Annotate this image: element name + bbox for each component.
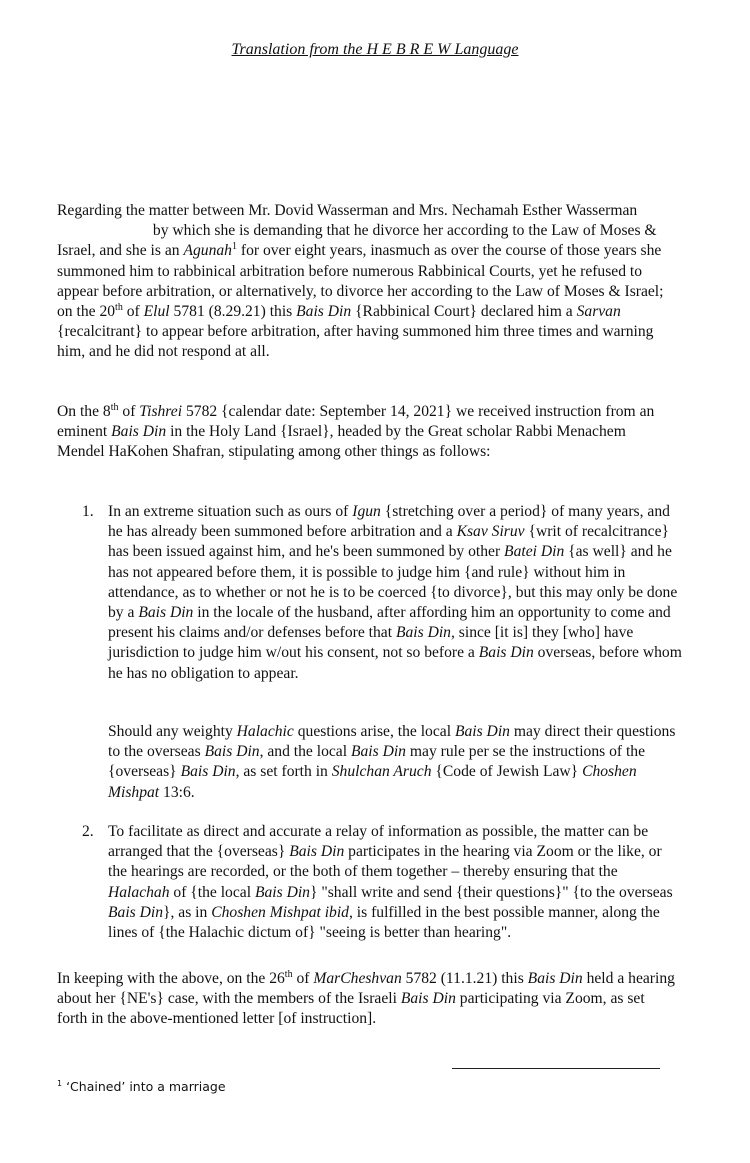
- term-ksav-siruv: Ksav Siruv: [456, 523, 525, 541]
- item1-text: {writ of recalcitrance} has been issued against him, and he's been summoned by other: [108, 523, 669, 561]
- paragraph-1: [57, 201, 677, 363]
- item1-text: {stretching over a period} of many years, and he has already been summoned before arbitration and a: [108, 503, 670, 541]
- p1-text-c: for over eight years, inasmuch as over the course of those years she summoned him to rabbinical arbitration before numerous Rabbinical Courts, yet he refused to appear before arbitration, or alternatively, to divorce her according to the Law of Moses & Israel; on the 20: [57, 242, 664, 321]
- item1b-text: may rule per se the instructions of the {overseas}: [108, 743, 646, 781]
- p3-text-a: In keeping with the above, on the 26: [57, 970, 285, 987]
- list-item-1: [82, 502, 682, 684]
- item1-text: in the locale of the husband, after affording him an opportunity to come and present his claims and/or defenses before that: [108, 604, 671, 642]
- term-bais-din: Bais Din: [454, 723, 510, 740]
- p1-text-f: {Rabbinical Court} declared him a: [355, 303, 573, 321]
- list-item-2: [82, 822, 682, 943]
- item2-text: , is fulfilled in the best possible manner, along the lines of {the Halachic dictum of} "seeing is better than hearing".: [108, 903, 660, 942]
- paragraph-3: [57, 969, 677, 1030]
- footnote: [57, 1079, 226, 1094]
- signature-line: [452, 1068, 660, 1069]
- term-elul: Elul: [143, 303, 170, 321]
- term-bais-din: Bais Din: [400, 990, 456, 1008]
- item1b-text: , and the local: [259, 743, 348, 761]
- p1-text-a: Regarding the matter between Mr. Dovid Wasserman and Mrs. Nechamah Esther Wasserman: [57, 202, 638, 219]
- p2-text-a: On the 8: [57, 403, 111, 420]
- term-bais-din: Bais Din: [289, 843, 345, 861]
- term-bais-din: Bais Din: [138, 604, 194, 622]
- footnote-text: ‘Chained’ into a marriage: [66, 1079, 226, 1094]
- item1b-text: questions arise, the local: [297, 723, 452, 740]
- term-bais-din: Bais Din: [527, 970, 583, 987]
- term-choshen-mishpat: Choshen Mishpat: [108, 763, 637, 801]
- p2-text-c: 5782 {calendar date: September 14, 2021} we received instruction from an eminent: [57, 403, 655, 441]
- item1-text: overseas, before whom he has no obligation to appear.: [108, 644, 682, 682]
- p3-text-c: 5782 (11.1.21) this: [405, 970, 524, 987]
- term-bais-din: Bais Din,: [395, 624, 455, 642]
- term-choshen-mishpat-ibid: Choshen Mishpat ibid: [211, 903, 349, 921]
- item2-text: }, as in: [163, 903, 208, 921]
- p3-text-e: participating via Zoom, as set forth in the above-mentioned letter [of instruction].: [57, 990, 645, 1028]
- item1-text: since [it is] they [who] have jurisdiction to judge him w/out his consent, not so before a: [108, 624, 634, 662]
- ordinal-suffix: th: [110, 401, 119, 413]
- item1b-text: , as set forth in: [235, 763, 328, 781]
- p3-text-b: of: [296, 970, 310, 987]
- term-bais-din: Bais Din: [108, 903, 164, 921]
- p3-text-d: held a hearing about her {NE's} case, with the members of the Israeli: [57, 970, 675, 1008]
- term-halachah: Halachah: [108, 883, 170, 901]
- item1b-text: Should any weighty: [108, 723, 233, 740]
- term-sarvan: Sarvan: [576, 303, 621, 321]
- term-bais-din: Bais Din: [204, 743, 260, 761]
- item2-text: } "shall write and send {their questions}" {to the overseas: [309, 883, 673, 901]
- p1-text-b: by which she is demanding that he divorce her according to the Law of Moses & Israel, and she is an: [57, 222, 657, 260]
- term-bais-din: Bais Din: [350, 743, 406, 761]
- term-halachic: Halachic: [236, 723, 294, 740]
- ordinal-suffix: th: [284, 968, 293, 980]
- item2-text: To facilitate as direct and accurate a relay of information as possible, the matter can be arranged that the {overseas}: [108, 823, 649, 861]
- term-bais-din: Bais Din: [296, 303, 352, 321]
- item1b-text: may direct their questions to the overseas: [108, 723, 676, 761]
- item1-text: {as well} and he has not appeared before them, it is possible to judge him {and rule} without him in attendance, as to whether or not he is to be coerced {to divorce}, but this may only be done by a: [108, 543, 678, 622]
- p1-text-d: of: [126, 303, 140, 321]
- p2-text-b: of: [122, 403, 136, 420]
- term-shulchan-aruch: Shulchan Aruch: [331, 763, 432, 781]
- term-bais-din: Bais Din: [254, 883, 310, 901]
- p1-text-e: 5781 (8.29.21) this: [173, 303, 293, 321]
- item2-text: of {the local: [173, 883, 252, 901]
- term-bais-din: Bais Din: [180, 763, 236, 781]
- item1b-text: {Code of Jewish Law}: [435, 763, 579, 781]
- term-batei-din: Batei Din: [504, 543, 565, 561]
- term-igun: Igun: [352, 503, 381, 520]
- translation-header: Translation from the H E B R E W Language: [231, 41, 519, 58]
- p2-text-d: in the Holy Land {Israel}, headed by the Great scholar Rabbi Menachem Mendel HaKohen Shafran, stipulating among other things as follows:: [57, 423, 626, 461]
- paragraph-2: [57, 402, 677, 463]
- p1-text-g: {recalcitrant} to appear before arbitration, after having summoned him three times and warning him, and he did not respond at all.: [57, 323, 654, 361]
- term-tishrei: Tishrei: [139, 403, 183, 420]
- list-number: 2.: [82, 823, 94, 840]
- footnote-number: 1: [57, 1078, 63, 1088]
- footnote-ref: 1: [231, 241, 237, 253]
- list-item-1-continuation: [108, 722, 683, 803]
- term-bais-din: Bais Din: [478, 644, 534, 662]
- item2-text: participates in the hearing via Zoom or the like, or the hearings are recorded, or the both of them together – thereby ensuring that the: [108, 843, 662, 881]
- term-marcheshvan: MarCheshvan: [313, 970, 402, 987]
- item1b-text: 13:6.: [163, 783, 195, 801]
- item1-text: In an extreme situation such as ours of: [108, 503, 349, 520]
- list-number: 1.: [82, 503, 94, 520]
- term-agunah: Agunah: [183, 242, 232, 260]
- term-bais-din: Bais Din: [111, 423, 167, 441]
- ordinal-suffix: th: [115, 301, 123, 313]
